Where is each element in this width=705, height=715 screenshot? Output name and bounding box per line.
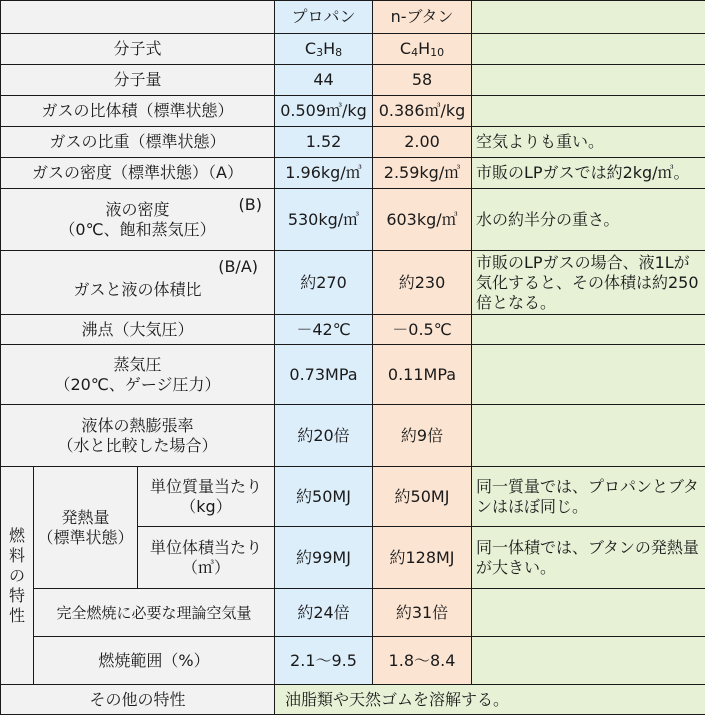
butane-specific-gravity: 2.00	[373, 127, 472, 158]
butane-header: n-ブタン	[373, 1, 472, 34]
butane-formula-c: C	[400, 39, 411, 58]
propane-formula-h-count: 8	[335, 46, 342, 59]
propane-heat-per-mass: 約50MJ	[275, 467, 373, 527]
expansion-note	[472, 405, 705, 467]
specific-volume-note	[472, 96, 705, 127]
propane-theoretical-air: 約24倍	[275, 589, 373, 637]
per-mass-label	[138, 467, 275, 527]
expansion-label	[1, 405, 275, 467]
fuel-char-1: 燃	[8, 526, 26, 546]
propane-liquid-density: 530kg/㎥	[275, 189, 373, 251]
row-gas-density	[1, 158, 705, 189]
liquid-density-label-line2: （0℃、飽和蒸気圧）	[5, 220, 270, 240]
volume-ratio-label-text: ガスと液の体積比	[5, 266, 270, 300]
propane-volume-ratio: 約270	[275, 251, 373, 315]
butane-formula-h: H	[418, 39, 430, 58]
row-specific-gravity	[1, 127, 705, 158]
per-volume-label-line1: 単位体積当たり	[142, 538, 270, 558]
propane-formula-c: C	[305, 39, 316, 58]
row-flammability-range	[1, 637, 705, 685]
butane-vapor-pressure: 0.11MPa	[373, 345, 472, 405]
butane-formula-h-count: 10	[430, 46, 444, 59]
flammability-range-label: 燃焼範囲（%）	[34, 637, 275, 685]
propane-formula-c-count: 3	[316, 46, 323, 59]
butane-formula-c-count: 4	[411, 46, 418, 59]
fuel-char-2: 料	[8, 546, 26, 566]
row-thermal-expansion	[1, 405, 705, 467]
volume-ratio-note: 市販のLPガスの場合、液1Lが気化すると、その体積は約250倍となる。	[472, 251, 705, 315]
gas-density-note: 市販のLPガスでは約2kg/㎥。	[472, 158, 705, 189]
vapor-pressure-note	[472, 345, 705, 405]
mw-label: 分子量	[1, 65, 275, 96]
heat-per-volume-note: 同一体積では、ブタンの発熱量が大きい。	[472, 527, 705, 589]
row-theoretical-air	[1, 589, 705, 637]
row-volume-ratio	[1, 251, 705, 315]
other-properties-label: その他の特性	[1, 685, 275, 715]
boiling-point-note	[472, 315, 705, 345]
heating-value-label-line2: （標準状態）	[34, 528, 137, 548]
butane-specific-volume: 0.386㎥/kg	[373, 96, 472, 127]
propane-expansion: 約20倍	[275, 405, 373, 467]
row-liquid-density	[1, 189, 705, 251]
row-other-properties	[1, 685, 705, 715]
propane-boiling-point: －42℃	[275, 315, 373, 345]
propane-formula-h: H	[323, 39, 335, 58]
propane-flammability-range: 2.1～9.5	[275, 637, 373, 685]
fuel-properties-group	[1, 467, 34, 685]
per-volume-label	[138, 527, 275, 589]
propane-formula	[275, 34, 373, 65]
propane-mw: 44	[275, 65, 373, 96]
per-mass-label-line2: （kg）	[142, 497, 270, 517]
specific-gravity-label: ガスの比重（標準状態）	[1, 127, 275, 158]
flammability-range-note	[472, 637, 705, 685]
row-molecular-weight	[1, 65, 705, 96]
butane-expansion: 約9倍	[373, 405, 472, 467]
other-properties-value: 油脂類や天然ゴムを溶解する。	[275, 685, 705, 715]
row-formula	[1, 34, 705, 65]
volume-ratio-label	[1, 251, 275, 315]
propane-gas-density: 1.96kg/㎥	[275, 158, 373, 189]
boiling-point-label: 沸点（大気圧）	[1, 315, 275, 345]
mw-note	[472, 65, 705, 96]
theoretical-air-label: 完全燃焼に必要な理論空気量	[34, 589, 275, 637]
header-blank	[1, 1, 275, 34]
formula-note	[472, 34, 705, 65]
specific-volume-label: ガスの比体積（標準状態）	[1, 96, 275, 127]
vapor-pressure-label-line2: （20℃、ゲージ圧力）	[5, 375, 270, 395]
row-boiling-point	[1, 315, 705, 345]
liquid-density-label	[1, 189, 275, 251]
specific-gravity-note: 空気よりも重い。	[472, 127, 705, 158]
butane-formula	[373, 34, 472, 65]
propane-heat-per-volume: 約99MJ	[275, 527, 373, 589]
butane-flammability-range: 1.8～8.4	[373, 637, 472, 685]
propane-specific-gravity: 1.52	[275, 127, 373, 158]
liquid-density-tag: (B)	[239, 195, 262, 215]
fuel-char-5: 性	[8, 606, 26, 626]
fuel-char-4: 特	[8, 586, 26, 606]
header-row	[1, 1, 705, 34]
volume-ratio-tag: (B/A)	[218, 257, 258, 277]
heating-value-label	[34, 467, 138, 589]
expansion-label-line2: （水と比較した場合）	[5, 436, 270, 456]
liquid-density-label-line1: 液の密度	[5, 200, 270, 220]
butane-boiling-point: －0.5℃	[373, 315, 472, 345]
theoretical-air-note	[472, 589, 705, 637]
butane-mw: 58	[373, 65, 472, 96]
heating-value-label-line1: 発熱量	[34, 508, 137, 528]
row-heat-per-mass	[1, 467, 705, 527]
formula-label: 分子式	[1, 34, 275, 65]
fuel-properties-vertical-label	[8, 526, 26, 626]
propane-specific-volume: 0.509㎥/kg	[275, 96, 373, 127]
propane-vapor-pressure: 0.73MPa	[275, 345, 373, 405]
row-vapor-pressure	[1, 345, 705, 405]
propane-header: プロパン	[275, 1, 373, 34]
butane-theoretical-air: 約31倍	[373, 589, 472, 637]
vapor-pressure-label	[1, 345, 275, 405]
header-note	[472, 1, 705, 34]
vapor-pressure-label-line1: 蒸気圧	[5, 355, 270, 375]
gas-density-label: ガスの密度（標準状態）（A）	[1, 158, 275, 189]
per-mass-label-line1: 単位質量当たり	[142, 477, 270, 497]
butane-heat-per-mass: 約50MJ	[373, 467, 472, 527]
per-volume-label-line2: （㎥）	[142, 558, 270, 578]
heat-per-mass-note: 同一質量では、プロパンとブタンはほぼ同じ。	[472, 467, 705, 527]
liquid-density-note: 水の約半分の重さ。	[472, 189, 705, 251]
row-specific-volume	[1, 96, 705, 127]
butane-volume-ratio: 約230	[373, 251, 472, 315]
butane-gas-density: 2.59kg/㎥	[373, 158, 472, 189]
expansion-label-line1: 液体の熱膨張率	[5, 416, 270, 436]
butane-heat-per-volume: 約128MJ	[373, 527, 472, 589]
fuel-char-3: の	[8, 566, 26, 586]
butane-liquid-density: 603kg/㎥	[373, 189, 472, 251]
